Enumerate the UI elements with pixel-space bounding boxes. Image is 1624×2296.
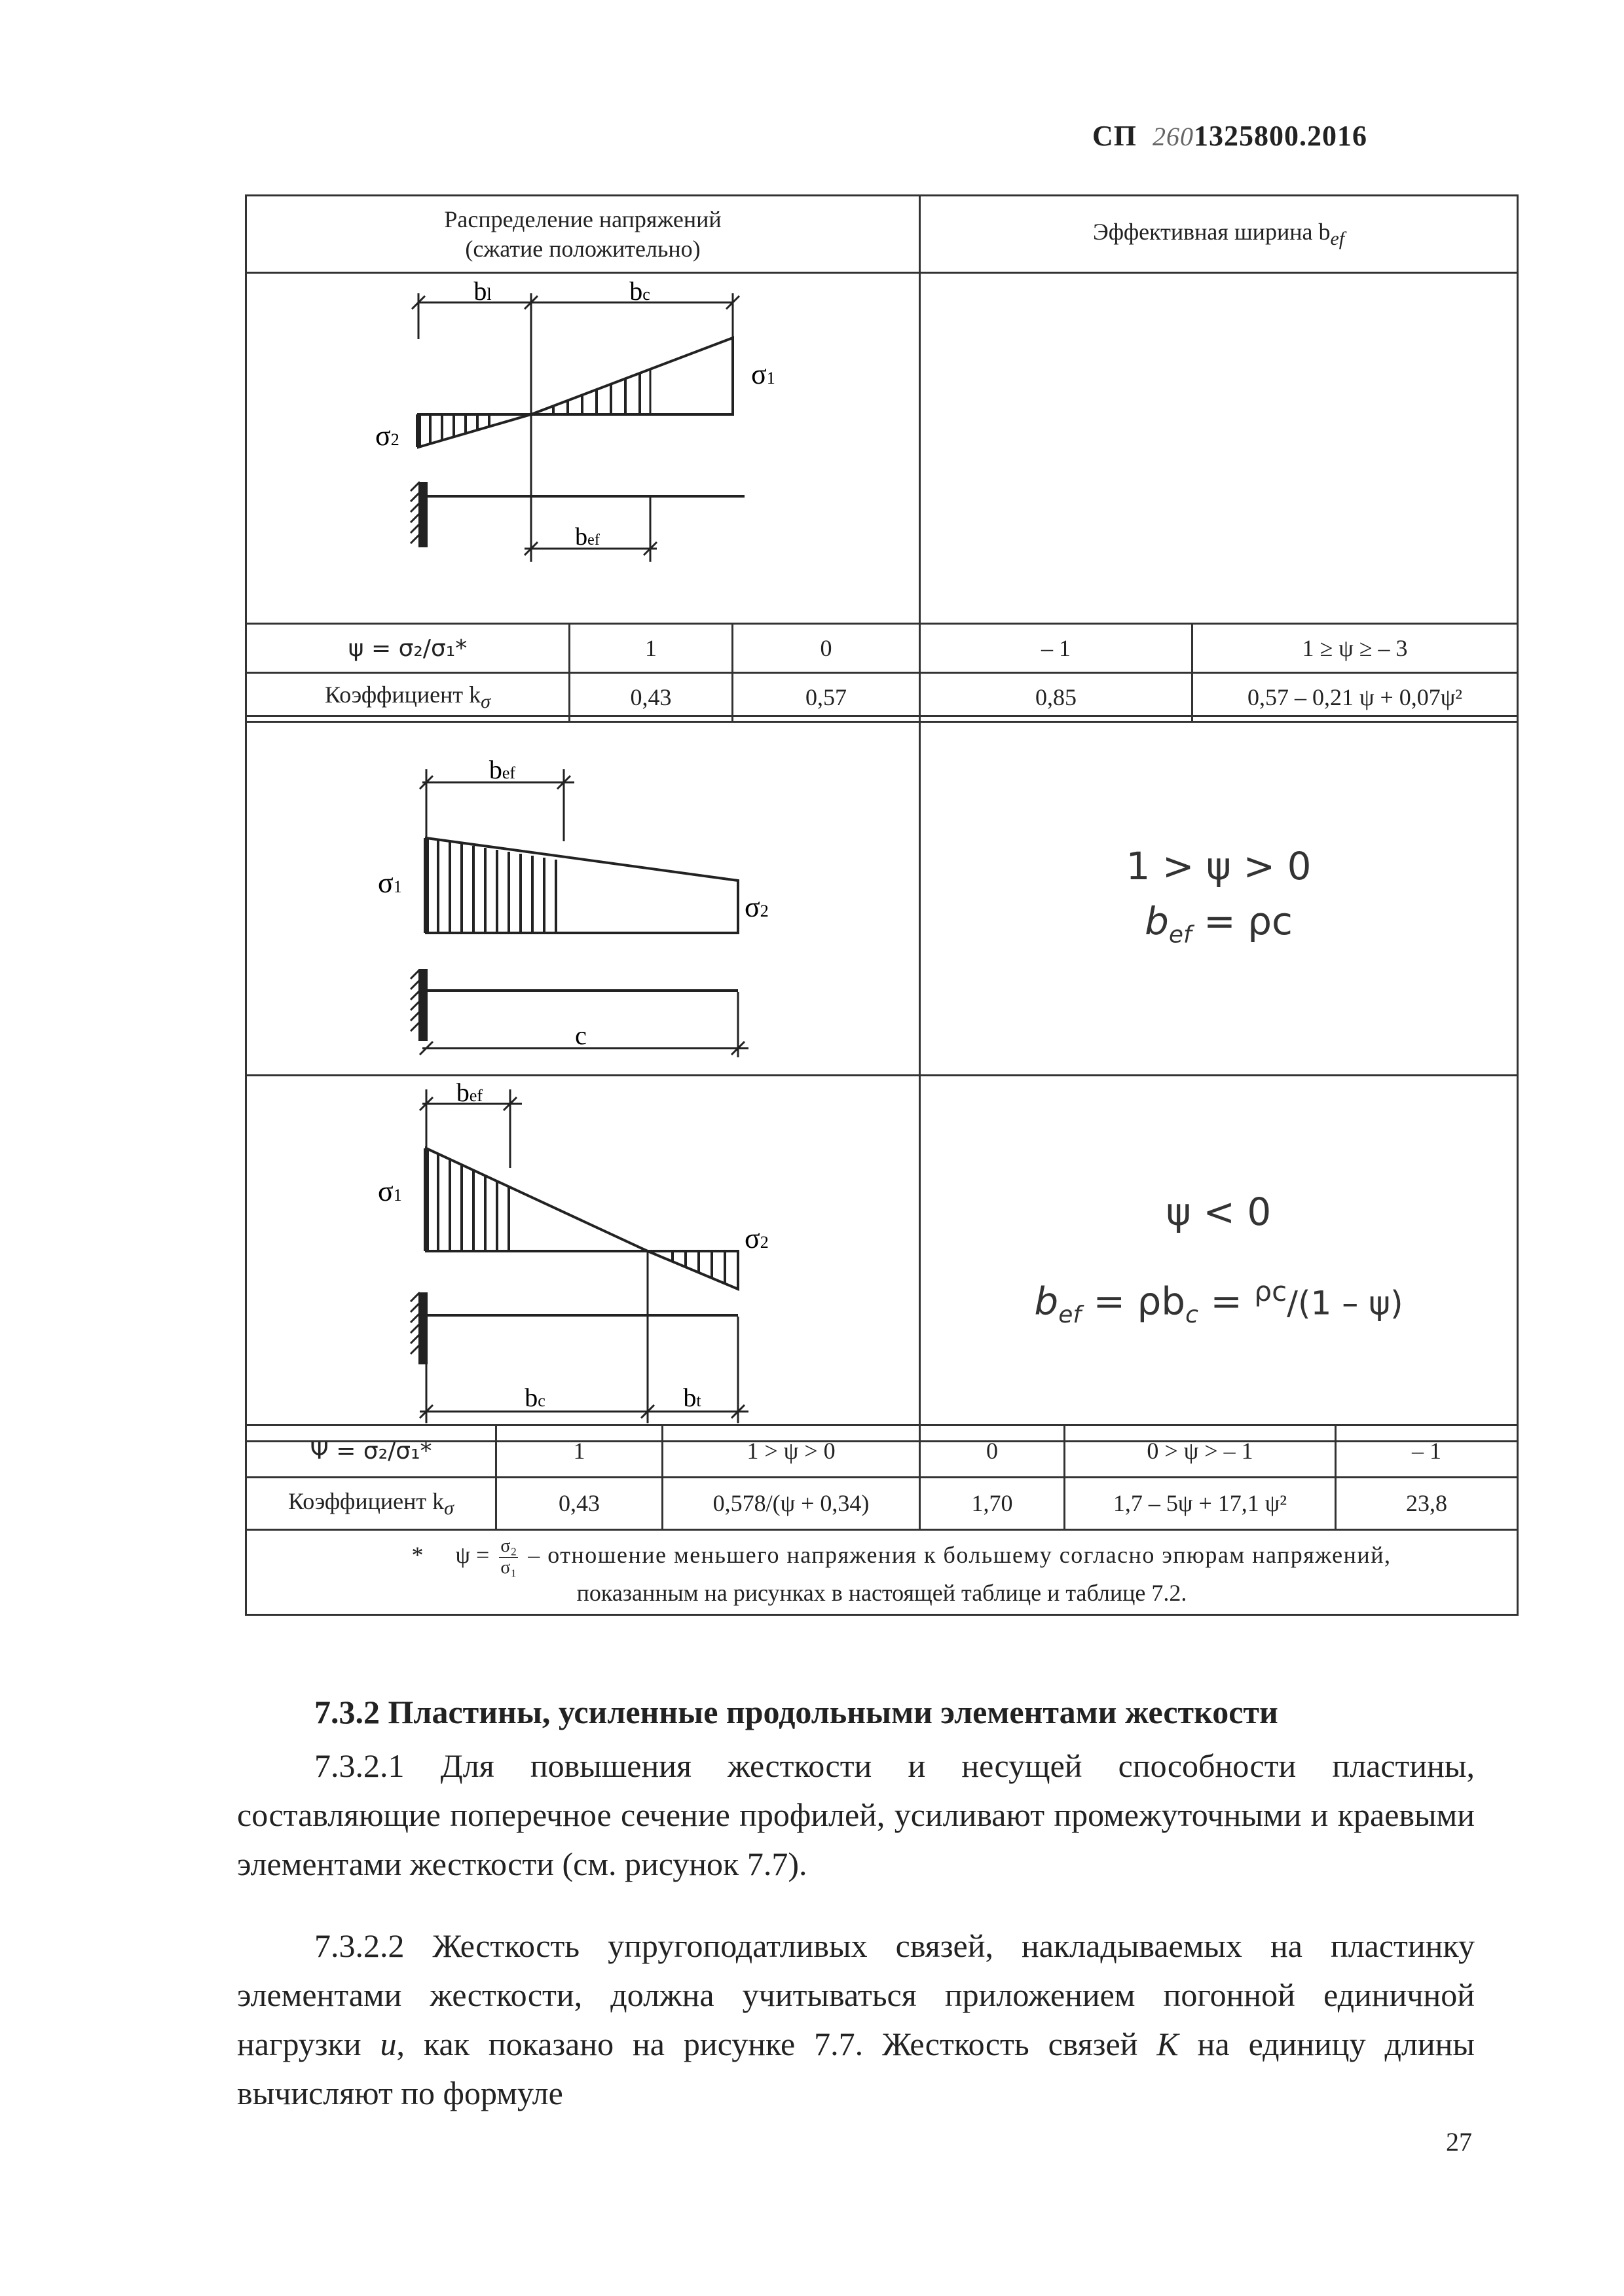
section-title: 7.3.2 Пластины, усиленные продольными элементами жесткости	[314, 1694, 1278, 1730]
label-bef: bef	[456, 1078, 483, 1107]
psi-value: 0	[733, 624, 920, 673]
stress-table-top	[245, 194, 1519, 723]
label-sigma2: σ2	[745, 1222, 769, 1254]
coefficient-table-2	[245, 1424, 1519, 1616]
k-value: 0,57	[733, 673, 920, 722]
stress-diagram-case-b	[247, 1076, 921, 1433]
psi-value: 0 > ψ > – 1	[1065, 1425, 1336, 1478]
label-bl: bl	[473, 276, 492, 306]
k-label: Коэффициент $k_\sigma$	[246, 1478, 496, 1530]
formula-psi-negative: ψ < 0	[1166, 1189, 1272, 1234]
effective-width-empty	[920, 273, 1518, 624]
column-header-distribution: Распределение напряжений (сжатие положительно)	[246, 196, 920, 273]
psi-value: 1 ≥ ψ ≥ – 3	[1192, 624, 1518, 673]
handwritten-number: 260	[1153, 122, 1194, 151]
footnote: * ψ = $\frac{\text{σ₂}}{\text{σ₁}}$ – отношение меньшего напряжения к большему согласно эпюрам напряжений, показанным на рисунках в настоящей таблице и таблице 7.2.	[246, 1530, 1518, 1615]
k-value: 0,43	[570, 673, 733, 722]
k-value: 0,43	[496, 1478, 663, 1530]
stress-diagram-case-a	[247, 717, 921, 1067]
k-value: 1,70	[920, 1478, 1065, 1530]
formula-bef-reduced: $b_{ef} = \rho b_c = ^{\rho c}/(1 - \psi)$	[1034, 1275, 1403, 1328]
psi-value: 0	[920, 1425, 1065, 1478]
formula-psi-range: 1 > ψ > 0	[1126, 844, 1312, 889]
label-bef: bef	[489, 755, 516, 784]
stress-diagram-top	[247, 274, 921, 615]
formula-cell-case-b	[920, 1076, 1518, 1442]
psi-value: 1	[496, 1425, 663, 1478]
label-c: c	[575, 1021, 587, 1050]
psi-value: – 1	[1336, 1425, 1518, 1478]
label-bc: bc	[629, 276, 650, 306]
document-code: СП 2601325800.2016	[1092, 120, 1367, 152]
label-sigma1: σ1	[378, 1175, 402, 1207]
label-sigma1: σ1	[378, 867, 402, 899]
psi-value: 1	[570, 624, 733, 673]
sigma-ratio: $\frac{\text{σ₂}}{\text{σ₁}}$	[500, 1537, 517, 1578]
page-number: 27	[1446, 2127, 1472, 2157]
diagram-cell-case-a	[246, 716, 920, 1076]
k-value: 0,57 – 0,21 ψ + 0,07ψ²	[1192, 673, 1518, 722]
diagram-cell-top	[246, 273, 920, 624]
label-bt: bt	[683, 1383, 701, 1412]
psi-value: 1 > ψ > 0	[663, 1425, 920, 1478]
paragraph-7-3-2-1: 7.3.2.1 Для повышения жесткости и несущей способности пластины, составляющие поперечное сечение профилей, усиливают промежуточными и краевыми элементами жесткости (см. рисунок 7.7).	[237, 1747, 1475, 1882]
label-bef: bef	[575, 523, 600, 551]
column-header-effective-width: Эффективная ширина $b_{ef}$	[920, 196, 1518, 273]
diagram-cell-case-b	[246, 1076, 920, 1442]
k-value: 0,85	[920, 673, 1192, 722]
psi-label: ψ = σ₂/σ₁*	[246, 624, 570, 673]
psi-row-1	[246, 624, 1518, 673]
k-value: 0,578/(ψ + 0,34)	[663, 1478, 920, 1530]
psi-row-2	[246, 1425, 1518, 1478]
case-b-row	[246, 1076, 1518, 1442]
psi-label: Ψ = σ₂/σ₁*	[246, 1425, 496, 1478]
k-label: Коэффициент $k_\sigma$	[246, 673, 570, 722]
label-sigma2: σ2	[745, 891, 769, 923]
paragraph-7-3-2-2: 7.3.2.2 Жесткость упругоподатливых связей, накладываемых на пластинку элементами жесткости, должна учитываться приложением погонной единичной нагрузки u, как показано на рисунке 7.7. Жесткость связей K на единицу длины вычисляют по формуле	[237, 1927, 1475, 2111]
formula-cell-case-a	[920, 716, 1518, 1076]
k-value: 1,7 – 5ψ + 17,1 ψ²	[1065, 1478, 1336, 1530]
stress-table-cases	[245, 715, 1519, 1442]
footnote-row	[246, 1530, 1518, 1615]
k-row-2	[246, 1478, 1518, 1530]
k-value: 23,8	[1336, 1478, 1518, 1530]
psi-value: – 1	[920, 624, 1192, 673]
label-bc: bc	[525, 1383, 545, 1412]
label-sigma1: σ1	[751, 358, 775, 390]
case-a-row	[246, 716, 1518, 1076]
formula-bef: $b_{ef} = \rho c$	[1145, 899, 1293, 949]
label-sigma2: σ2	[375, 420, 399, 452]
